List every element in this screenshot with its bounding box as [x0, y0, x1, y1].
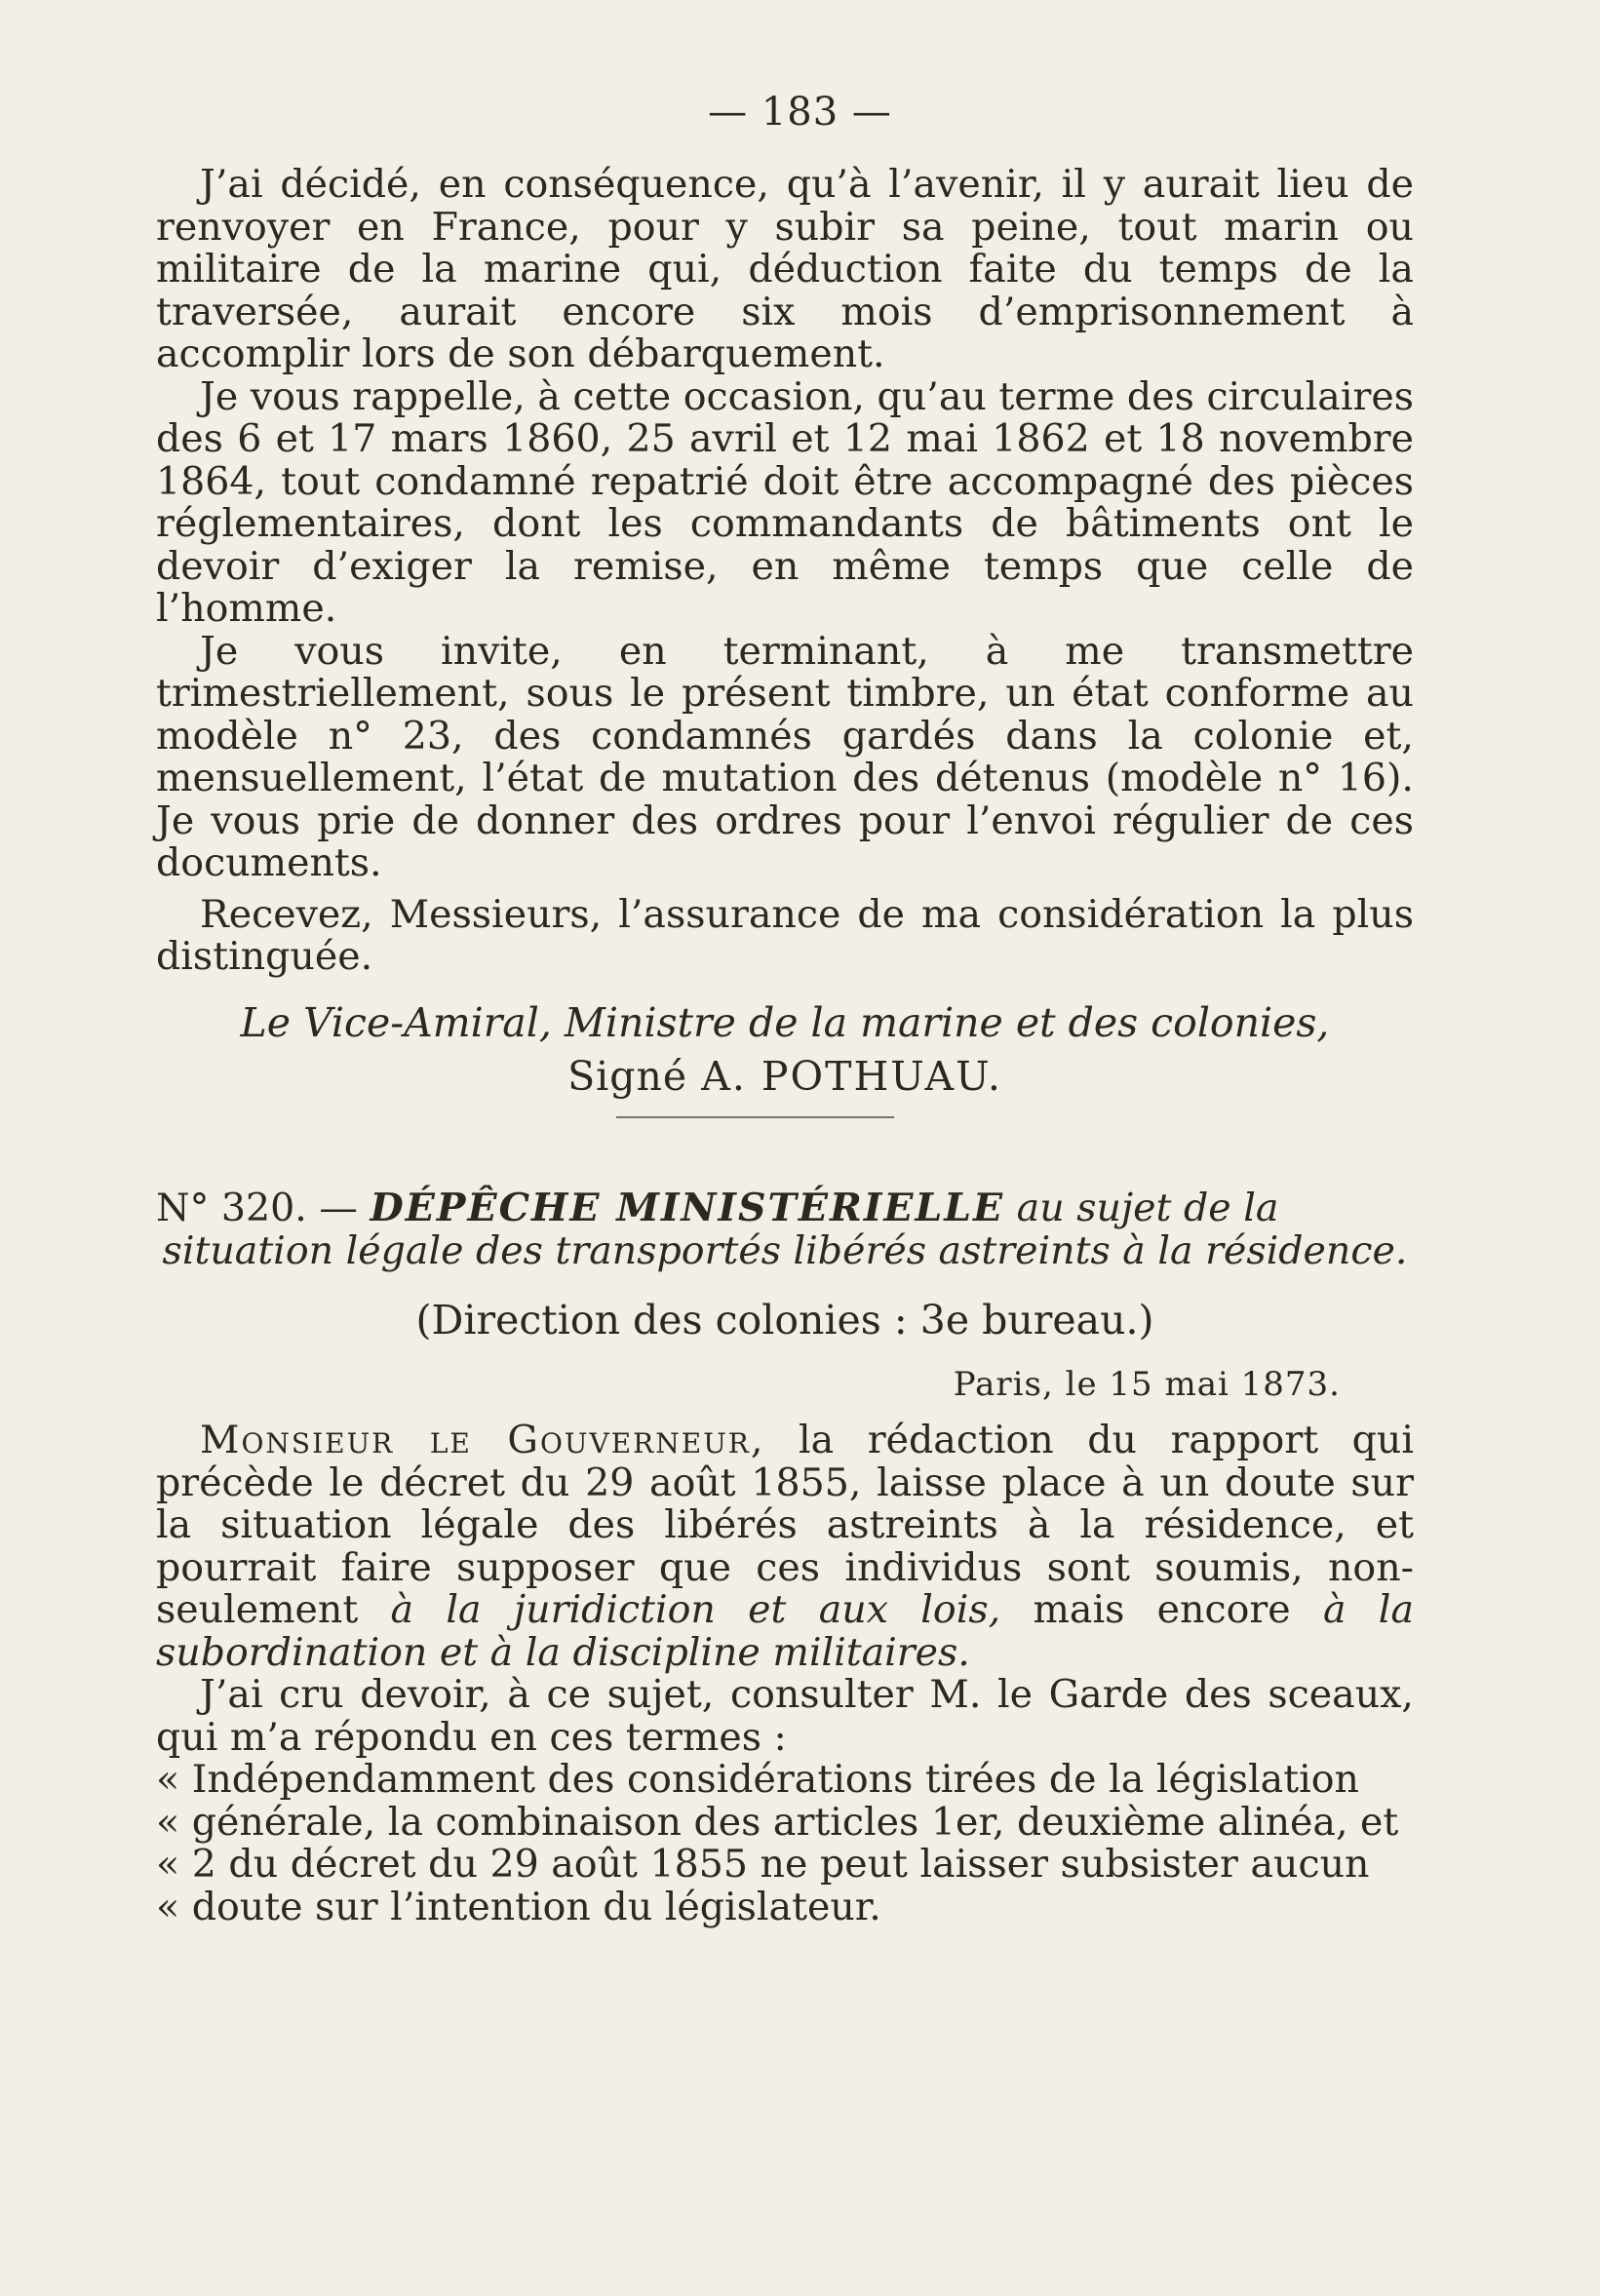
paragraph-doubt-em2: à la subordination et à la discipline militaires. — [156, 1587, 1414, 1675]
section-1 — [156, 164, 1414, 1099]
dispatch-title-rest: au sujet de la — [1016, 1186, 1279, 1230]
paragraph-consult: J’ai cru devoir, à ce sujet, consulter M. le Garde des sceaux, qui m’a répondu en ces termes : — [156, 1672, 1414, 1760]
quote-line-3: « 2 du décret du 29 août 1855 ne peut laisser subsister aucun — [156, 1842, 1370, 1887]
paragraph-doubt-em1: à la juridiction et aux lois, — [390, 1587, 1001, 1632]
page-number: — 183 — — [708, 90, 892, 135]
paragraph-decision: J’ai décidé, en conséquence, qu’à l’avenir, il y aurait lieu de renvoyer en France, pour y subir sa peine, tout marin ou militaire de la marine qui, déduction faite du temps de la traversée, aurait encore six mois d’emprisonnement à accomplir lors de son débarquement. — [156, 162, 1414, 376]
paragraph-doubt-b: mais encore — [1000, 1587, 1323, 1632]
paragraph-doubt-a: la rédaction du rapport qui précède le décret du 29 août 1855, laisse place à un doute sur la situation légale des libérés astreints à la résidence, et pourrait faire supposer que ces individus sont soumis, non-seulement — [156, 1418, 1415, 1632]
dispatch-title-caps: DÉPÊCHE MINISTÉRIELLE — [370, 1186, 1005, 1230]
signature-prefix: Signé — [567, 1053, 688, 1100]
section-divider — [616, 1116, 894, 1118]
dispatch-dateline: Paris, le 15 mai 1873. — [953, 1364, 1341, 1404]
paragraph-closing: Recevez, Messieurs, l’assurance de ma considération la plus distinguée. — [156, 891, 1414, 979]
paragraph-doubt — [156, 1420, 1414, 1674]
dispatch-direction: (Direction des colonies : 3e bureau.) — [415, 1297, 1154, 1343]
quote-line-1: « Indépendamment des considérations tirées de la législation — [156, 1757, 1359, 1802]
signature-title: Le Vice-Amiral, Ministre de la marine et des colonies, — [240, 998, 1330, 1046]
quote-line-2: « générale, la combinaison des articles 1er, deuxième alinéa, et — [156, 1799, 1399, 1845]
paragraph-reminder: Je vous rappelle, à cette occasion, qu’au terme des circulaires des 6 et 17 mars 1860, 25 avril et 12 mai 1862 et 18 novembre 1864, tout condamné repatrié doit être accompagné des pièces réglementaires, dont les commandants de bâtiments ont le devoir d’exiger la remise, en même temps que celle de l’homme. — [156, 373, 1414, 631]
signature-name: A. POTHUAU. — [701, 1053, 1002, 1100]
paragraph-invitation: Je vous invite, en terminant, à me transmettre trimestriellement, sous le présent timbre, un état conforme au modèle n° 23, des condamnés gardés dans la colonie et, mensuellement, l’état de mutation des détenus (modèle n° 16). Je vous prie de donner des ordres pour l’envoi régulier de ces documents. — [156, 628, 1414, 885]
signature-line — [156, 1053, 1414, 1100]
section-2 — [156, 1187, 1414, 1928]
quote-line-4: « doute sur l’intention du législateur. — [156, 1884, 881, 1929]
dispatch-title-continuation: situation légale des transportés libérés astreints à la résidence. — [162, 1227, 1408, 1273]
dispatch-title — [156, 1187, 1414, 1230]
salutation: Monsieur le Gouverneur, — [200, 1418, 765, 1462]
dispatch-number: N° 320. — — [156, 1186, 358, 1230]
